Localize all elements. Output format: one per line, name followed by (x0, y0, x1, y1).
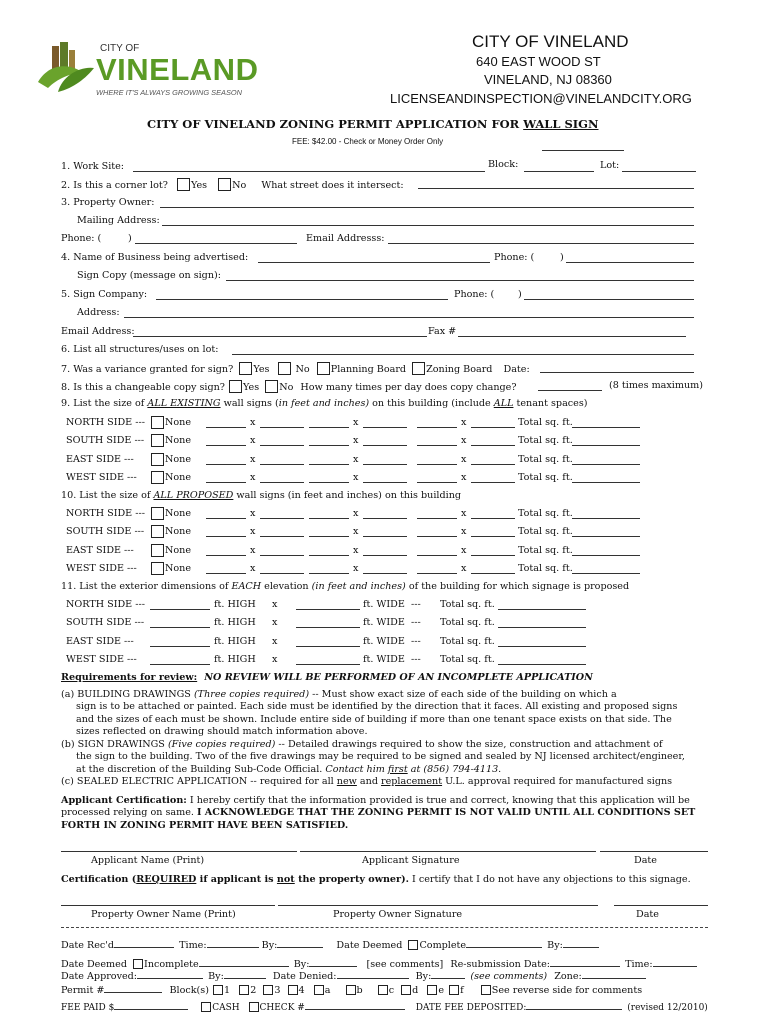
elev-west-total-label: Total sq. ft. (440, 653, 495, 665)
email-address-label: Email Addresss: (306, 233, 385, 244)
corner-no-label: No (232, 180, 247, 191)
elev-south-total-field[interactable] (498, 627, 586, 628)
existing-east-none-label: None (165, 453, 192, 465)
applicant-signature-caption: Applicant Signature (362, 855, 460, 866)
block-2-checkbox[interactable] (239, 985, 249, 995)
email2-field[interactable] (133, 336, 427, 337)
phone-open: Phone: ( (61, 233, 102, 244)
existing-south-h1[interactable] (363, 445, 407, 446)
owner-certification: Certification (REQUIRED if applicant is not the property owner). I certify that I do not have any objections to this signage. (61, 874, 691, 885)
existing-north-total-label: Total sq. ft. (518, 417, 573, 428)
elev-west-total-field[interactable] (498, 664, 586, 665)
block-d-checkbox[interactable] (401, 985, 411, 995)
existing-east-total-field[interactable] (572, 464, 640, 465)
proposed-north-h1[interactable] (363, 518, 407, 519)
max-times: (8 times maximum) (609, 380, 703, 391)
business-field[interactable] (258, 262, 490, 263)
office-email[interactable]: LICENSEANDINSPECTION@VINELANDCITY.ORG (390, 91, 692, 106)
elev-north-total-field[interactable] (498, 609, 586, 610)
existing-east-label: EAST SIDE --- (66, 453, 134, 465)
elev-east-total-label: Total sq. ft. (440, 635, 495, 647)
proposed-south-label: SOUTH SIDE --- (66, 526, 145, 538)
proposed-east-none-label: None (165, 544, 192, 556)
elev-west-x: x (272, 653, 278, 665)
fax-label: Fax # (428, 326, 457, 337)
elev-south-x: x (272, 617, 278, 629)
applicant-name-caption: Applicant Name (Print) (91, 855, 205, 866)
proposed-south-x0: x (250, 526, 256, 538)
proposed-west-x2: x (461, 562, 467, 574)
planning-board-checkbox[interactable] (317, 362, 330, 375)
zoning-board-label: Zoning Board (426, 364, 493, 375)
proposed-south-none-checkbox[interactable] (151, 525, 164, 538)
elev-east-wide-field[interactable] (296, 646, 360, 647)
existing-north-h2[interactable] (471, 427, 515, 428)
existing-north-none-label: None (165, 417, 192, 428)
logo-name: VINELAND (96, 52, 259, 87)
proposed-north-h2[interactable] (471, 518, 515, 519)
block-b-checkbox[interactable] (346, 985, 356, 995)
phone3-field[interactable] (524, 299, 694, 300)
variance-no-label: No (295, 364, 310, 375)
city-logo (36, 42, 272, 100)
elev-east-label: EAST SIDE --- (66, 635, 134, 647)
proposed-west-w2[interactable] (417, 573, 457, 574)
existing-east-total-label: Total sq. ft. (518, 453, 573, 465)
property-owner-label: 3. Property Owner: (61, 197, 155, 208)
existing-north-w0[interactable] (206, 427, 246, 428)
logo-tagline: WHERE IT'S ALWAYS GROWING SEASON (96, 88, 242, 97)
elev-north-high-field[interactable] (150, 609, 210, 610)
variance-date-label: Date: (503, 364, 530, 375)
intersect-field[interactable] (418, 188, 694, 189)
existing-south-h2[interactable] (471, 445, 515, 446)
existing-east-none-checkbox[interactable] (151, 453, 164, 466)
variance-date-field[interactable] (540, 372, 694, 373)
owner-signature-caption: Property Owner Signature (333, 909, 463, 920)
fee-underline (542, 150, 624, 151)
proposed-north-w2[interactable] (417, 518, 457, 519)
elev-north-total-label: Total sq. ft. (440, 599, 495, 610)
existing-south-x1: x (353, 435, 359, 447)
form-title: CITY OF VINELAND ZONING PERMIT APPLICATION FOR WALL SIGN (147, 117, 599, 131)
check-checkbox[interactable] (249, 1002, 259, 1012)
corner-yes-checkbox[interactable] (177, 178, 190, 191)
existing-north-x1: x (353, 417, 359, 428)
existing-east-h2[interactable] (471, 464, 515, 465)
block-1-checkbox[interactable] (213, 985, 223, 995)
proposed-east-x2: x (461, 544, 467, 556)
proposed-west-label: WEST SIDE --- (66, 562, 137, 574)
existing-south-none-checkbox[interactable] (151, 434, 164, 447)
structures-label: 6. List all structures/uses on lot: (61, 344, 219, 355)
existing-west-x2: x (461, 471, 467, 483)
proposed-signs-heading: 10. List the size of ALL PROPOSED wall signs (in feet and inches) on this building (61, 490, 462, 501)
intersect-label: What street does it intersect: (261, 180, 404, 191)
sign-copy-label: Sign Copy (message on sign): (77, 270, 221, 281)
changeable-no-label: No (279, 382, 294, 393)
business-label: 4. Name of Business being advertised: (61, 252, 249, 263)
changeable-row (61, 380, 517, 393)
proposed-south-w0[interactable] (206, 536, 246, 537)
existing-south-label: SOUTH SIDE --- (66, 435, 145, 447)
existing-east-x1: x (353, 453, 359, 465)
existing-west-x1: x (353, 471, 359, 483)
applicant-date-caption: Date (634, 855, 657, 866)
existing-north-h0[interactable] (260, 427, 304, 428)
elev-north-label: NORTH SIDE --- (66, 599, 145, 610)
phone-field[interactable] (135, 243, 297, 244)
existing-south-w1[interactable] (309, 445, 349, 446)
proposed-south-x1: x (353, 526, 359, 538)
elev-south-label: SOUTH SIDE --- (66, 617, 145, 629)
fax-field[interactable] (458, 336, 686, 337)
requirement-b: (b) SIGN DRAWINGS (Five copies required) -- Detailed drawings required to show the size, construction and attachment of the sign to the building. Two of the five drawings may be required to be signed and sealed by NJ licensed architect/engineer, at the discretion of the Building Sub-Code Official. Contact him first at (856) 794-4113. (61, 739, 685, 775)
elev-south-wide-label: ft. WIDE (363, 617, 405, 629)
proposed-south-h1[interactable] (363, 536, 407, 537)
block-c-checkbox[interactable] (378, 985, 388, 995)
existing-west-x0: x (250, 471, 256, 483)
elev-west-wide-field[interactable] (296, 664, 360, 665)
existing-north-label: NORTH SIDE --- (66, 417, 145, 428)
work-site-label: 1. Work Site: (61, 161, 125, 172)
owner-name-caption: Property Owner Name (Print) (91, 909, 236, 920)
logo-city-of: CITY OF (100, 43, 140, 54)
applicant-name-line[interactable] (61, 851, 297, 852)
proposed-south-w2[interactable] (417, 536, 457, 537)
existing-north-x0: x (250, 417, 256, 428)
variance-no-checkbox[interactable] (278, 362, 291, 375)
proposed-north-total-label: Total sq. ft. (518, 508, 573, 519)
applicant-signature-line[interactable] (300, 851, 596, 852)
elev-west-label: WEST SIDE --- (66, 653, 137, 665)
how-many-label: How many times per day does copy change? (300, 382, 517, 393)
elev-east-wide-label: ft. WIDE (363, 635, 405, 647)
existing-west-h2[interactable] (471, 482, 515, 483)
fee-line: FEE: $42.00 - Check or Money Order Only (292, 137, 444, 146)
existing-west-none-label: None (165, 471, 192, 483)
proposed-south-h2[interactable] (471, 536, 515, 537)
cash-checkbox[interactable] (201, 1002, 211, 1012)
proposed-north-label: NORTH SIDE --- (66, 508, 145, 519)
elev-east-dashes: --- (411, 635, 421, 647)
proposed-north-x1: x (353, 508, 359, 519)
existing-west-total-field[interactable] (572, 482, 640, 483)
requirement-c: (c) SEALED ELECTRIC APPLICATION -- required for all new and replacement U.L. approval required for manufactured signs (61, 776, 673, 787)
existing-east-w1[interactable] (309, 464, 349, 465)
corner-yes-label: Yes (190, 180, 208, 191)
existing-south-w0[interactable] (206, 445, 246, 446)
elev-north-wide-label: ft. WIDE (363, 599, 405, 610)
elev-south-high-field[interactable] (150, 627, 210, 628)
existing-east-w2[interactable] (417, 464, 457, 465)
elev-south-total-label: Total sq. ft. (440, 617, 495, 629)
proposed-east-total-label: Total sq. ft. (518, 544, 573, 556)
proposed-east-w1[interactable] (309, 555, 349, 556)
proposed-south-total-label: Total sq. ft. (518, 526, 573, 538)
phone2-close: ) (560, 252, 564, 263)
owner-name-line[interactable] (61, 905, 275, 906)
existing-south-none-label: None (165, 435, 192, 447)
existing-north-w2[interactable] (417, 427, 457, 428)
applicant-certification: Applicant Certification: I hereby certify that the information provided is true and correct, knowing that this application will be processed relying on same. I ACKNOWLEDGE THAT THE ZONING PERMIT IS NOT VALID UNTIL ALL CONDITIONS SET FORTH IN ZONING PERMIT HAVE BEEN SATISFIED. (61, 795, 696, 831)
block-field[interactable] (524, 171, 594, 172)
proposed-west-x0: x (250, 562, 256, 574)
elev-north-wide-field[interactable] (296, 609, 360, 610)
elev-north-high-label: ft. HIGH (214, 599, 256, 610)
elev-west-dashes: --- (411, 653, 421, 665)
variance-row (61, 362, 530, 375)
proposed-south-w1[interactable] (309, 536, 349, 537)
proposed-east-h0[interactable] (260, 555, 304, 556)
existing-south-h0[interactable] (260, 445, 304, 446)
requirements-heading: Requirements for review: NO REVIEW WILL BE PERFORMED OF AN INCOMPLETE APPLICATION (61, 672, 593, 683)
zoning-board-checkbox[interactable] (412, 362, 425, 375)
proposed-east-h1[interactable] (363, 555, 407, 556)
existing-east-w0[interactable] (206, 464, 246, 465)
elev-west-wide-label: ft. WIDE (363, 653, 405, 665)
office-use-divider (61, 927, 708, 928)
structures-field[interactable] (232, 354, 694, 355)
sign-copy-field[interactable] (226, 280, 694, 281)
changeable-yes-label: Yes (243, 382, 260, 393)
owner-date-caption: Date (636, 909, 659, 920)
proposed-west-x1: x (353, 562, 359, 574)
proposed-north-none-checkbox[interactable] (151, 507, 164, 520)
proposed-north-x2: x (461, 508, 467, 519)
existing-west-total-label: Total sq. ft. (518, 471, 573, 483)
changeable-label: 8. Is this a changeable copy sign? (61, 382, 225, 393)
mailing-address-field[interactable] (162, 225, 694, 226)
office-row-1: Date Rec'd Time: By: Date Deemed Complete By: (61, 940, 599, 951)
office-name: CITY OF VINELAND (472, 32, 629, 51)
phone2-open: Phone: ( (494, 252, 535, 263)
proposed-north-w0[interactable] (206, 518, 246, 519)
block-4-checkbox[interactable] (288, 985, 298, 995)
email-address-field[interactable] (388, 243, 694, 244)
proposed-west-w0[interactable] (206, 573, 246, 574)
existing-west-w0[interactable] (206, 482, 246, 483)
proposed-west-none-checkbox[interactable] (151, 562, 164, 575)
existing-west-w1[interactable] (309, 482, 349, 483)
proposed-north-total-field[interactable] (572, 518, 640, 519)
proposed-south-none-label: None (165, 526, 192, 538)
existing-west-w2[interactable] (417, 482, 457, 483)
corner-lot-row (61, 178, 404, 191)
proposed-east-x0: x (250, 544, 256, 556)
proposed-north-w1[interactable] (309, 518, 349, 519)
existing-west-label: WEST SIDE --- (66, 471, 137, 483)
proposed-east-h2[interactable] (471, 555, 515, 556)
property-owner-field[interactable] (160, 207, 694, 208)
changeable-yes-checkbox[interactable] (229, 380, 242, 393)
existing-north-w1[interactable] (309, 427, 349, 428)
proposed-west-total-field[interactable] (572, 573, 640, 574)
owner-signature-line[interactable] (278, 905, 598, 906)
existing-south-w2[interactable] (417, 445, 457, 446)
elev-east-high-field[interactable] (150, 646, 210, 647)
proposed-east-w0[interactable] (206, 555, 246, 556)
variance-label: 7. Was a variance granted for sign? (61, 364, 234, 375)
existing-east-x0: x (250, 453, 256, 465)
elev-east-x: x (272, 635, 278, 647)
proposed-south-h0[interactable] (260, 536, 304, 537)
planning-board-label: Planning Board (330, 364, 407, 375)
existing-north-x2: x (461, 417, 467, 428)
corner-lot-label: 2. Is this a corner lot? (61, 180, 168, 191)
requirement-a: (a) BUILDING DRAWINGS (Three copies required) -- Must show exact size of each side of the building on which a sign is to be attached or painted. Each side must be identified by the direction that it faces. All existing and proposed signs and the sizes of each must be shown. Include entire side of building if more than one tenant space exists on that side. The sizes reflected on drawing should match information above. (61, 689, 678, 738)
elev-south-wide-field[interactable] (296, 627, 360, 628)
corner-no-checkbox[interactable] (218, 178, 231, 191)
lot-field[interactable] (622, 171, 696, 172)
existing-west-h0[interactable] (260, 482, 304, 483)
changeable-no-checkbox[interactable] (265, 380, 278, 393)
existing-south-x0: x (250, 435, 256, 447)
elev-north-dashes: --- (411, 599, 421, 610)
variance-yes-checkbox[interactable] (239, 362, 252, 375)
proposed-north-x0: x (250, 508, 256, 519)
office-street: 640 EAST WOOD ST (476, 54, 601, 69)
proposed-west-h1[interactable] (363, 573, 407, 574)
elev-east-total-field[interactable] (498, 646, 586, 647)
applicant-date-line[interactable] (600, 851, 708, 852)
block-label: Block: (488, 159, 519, 170)
existing-north-h1[interactable] (363, 427, 407, 428)
proposed-south-total-field[interactable] (572, 536, 640, 537)
sign-company-label: 5. Sign Company: (61, 289, 148, 300)
elev-south-high-label: ft. HIGH (214, 617, 256, 629)
work-site-field[interactable] (133, 171, 485, 172)
see-reverse-checkbox[interactable] (481, 985, 491, 995)
proposed-east-w2[interactable] (417, 555, 457, 556)
proposed-north-none-label: None (165, 508, 192, 519)
proposed-east-label: EAST SIDE --- (66, 544, 134, 556)
elev-west-high-field[interactable] (150, 664, 210, 665)
phone3-open: Phone: ( (454, 289, 495, 300)
elev-south-dashes: --- (411, 617, 421, 629)
office-row-3: Date Approved: By: Date Denied: By: (see comments) Zone: (61, 972, 646, 982)
block-a-checkbox[interactable] (314, 985, 324, 995)
building-leaf-icon (36, 42, 96, 94)
company-address-label: Address: (77, 307, 120, 318)
existing-east-h0[interactable] (260, 464, 304, 465)
phone-close: ) (128, 233, 132, 244)
proposed-south-x2: x (461, 526, 467, 538)
elevation-heading: 11. List the exterior dimensions of EACH elevation (in feet and inches) of the building for which signage is proposed (61, 581, 630, 592)
complete-checkbox[interactable] (408, 940, 418, 950)
existing-south-x2: x (461, 435, 467, 447)
existing-east-h1[interactable] (363, 464, 407, 465)
owner-date-line[interactable] (614, 905, 708, 906)
proposed-east-none-checkbox[interactable] (151, 544, 164, 557)
proposed-north-h0[interactable] (260, 518, 304, 519)
phone2-field[interactable] (566, 262, 694, 263)
block-f-checkbox[interactable] (449, 985, 459, 995)
proposed-west-total-label: Total sq. ft. (518, 562, 573, 574)
proposed-west-w1[interactable] (309, 573, 349, 574)
lot-label: Lot: (600, 160, 620, 171)
existing-west-h1[interactable] (363, 482, 407, 483)
existing-west-none-checkbox[interactable] (151, 471, 164, 484)
incomplete-checkbox[interactable] (133, 959, 143, 969)
office-city: VINELAND, NJ 08360 (484, 72, 612, 87)
existing-signs-heading: 9. List the size of ALL EXISTING wall signs (in feet and inches) on this building (include ALL tenant spaces) (61, 398, 588, 409)
existing-north-total-field[interactable] (572, 427, 640, 428)
variance-yes-label: Yes (253, 364, 270, 375)
office-row-5: FEE PAID $ CASH CHECK # DATE FEE DEPOSITED: (revised 12/2010) (61, 1003, 708, 1013)
sign-company-field[interactable] (156, 299, 448, 300)
email2-label: Email Address: (61, 326, 135, 337)
office-row-4: Permit # Block(s) 1 2 3 4 a b c d e f See reverse side for comments (61, 985, 643, 996)
existing-east-x2: x (461, 453, 467, 465)
existing-south-total-label: Total sq. ft. (518, 435, 573, 447)
existing-north-none-checkbox[interactable] (151, 416, 164, 429)
proposed-west-h0[interactable] (260, 573, 304, 574)
phone3-close: ) (518, 289, 522, 300)
elev-north-x: x (272, 599, 278, 610)
company-address-field[interactable] (124, 317, 694, 318)
block-e-checkbox[interactable] (427, 985, 437, 995)
proposed-west-none-label: None (165, 562, 192, 574)
proposed-east-total-field[interactable] (572, 555, 640, 556)
elev-east-high-label: ft. HIGH (214, 635, 256, 647)
how-many-field[interactable] (538, 390, 602, 391)
proposed-west-h2[interactable] (471, 573, 515, 574)
mailing-address-label: Mailing Address: (77, 215, 160, 226)
office-row-2: Date Deemed Incomplete By: [see comments] Re-submission Date: Time: (61, 959, 697, 970)
existing-south-total-field[interactable] (572, 445, 640, 446)
proposed-east-x1: x (353, 544, 359, 556)
elev-west-high-label: ft. HIGH (214, 653, 256, 665)
block-3-checkbox[interactable] (263, 985, 273, 995)
